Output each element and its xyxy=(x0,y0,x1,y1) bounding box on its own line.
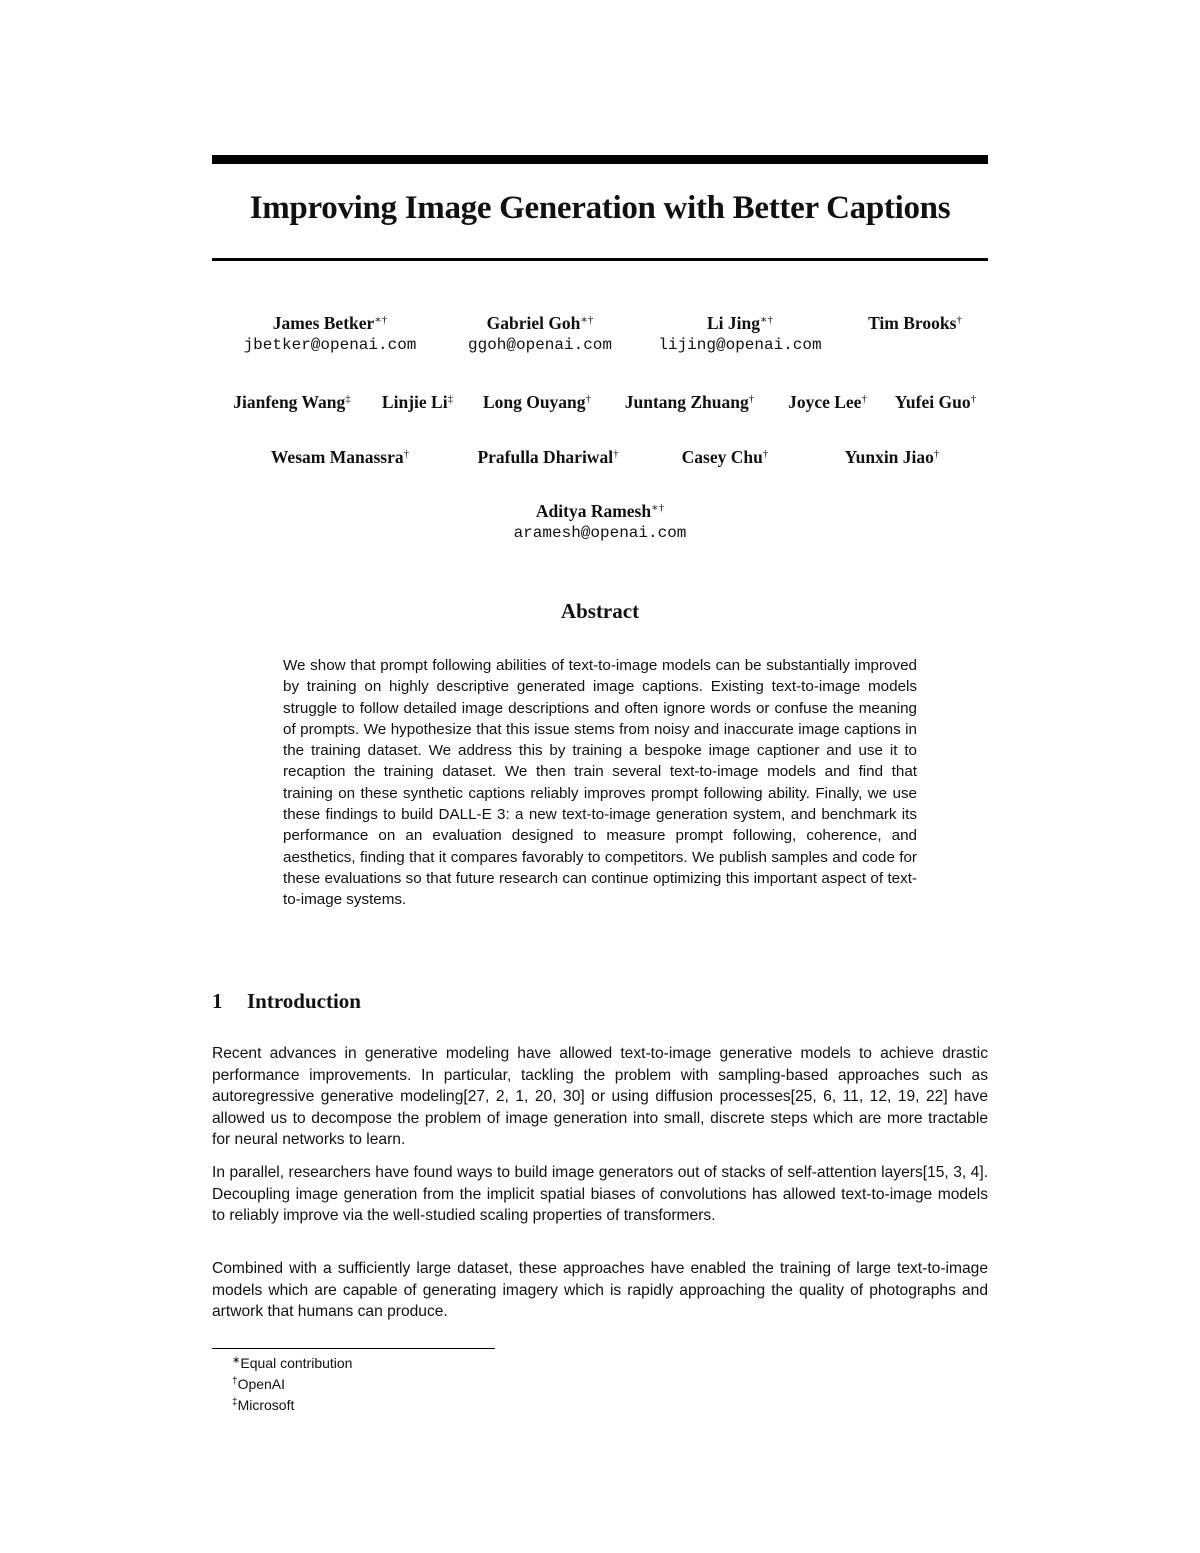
author xyxy=(883,392,988,413)
footnote xyxy=(232,1397,294,1413)
paper-title: Improving Image Generation with Better Captions xyxy=(249,190,951,226)
footnote-mark: ‡ xyxy=(232,1397,238,1408)
title-bottom-rule xyxy=(212,258,988,261)
abstract-heading: Abstract xyxy=(560,599,640,623)
section-title: Introduction xyxy=(247,989,361,1013)
paragraph: Recent advances in generative modeling have allowed text-to-image generative models to achieve drastic performance improvements. In particular, tackling the problem with sampling-based approaches such as autoregressive generative modeling[27, 2, 1, 20, 30] or using diffusion processes[25, 6, 11, 12, 19, 22] have allowed us to decompose the problem of image generation into small, discrete steps which are more tractable for neural networks to learn. xyxy=(212,1045,988,1149)
footnote xyxy=(232,1355,352,1371)
author xyxy=(240,313,420,354)
author-email[interactable]: aramesh@openai.com xyxy=(513,524,687,542)
author-name: Prafulla Dhariwal xyxy=(477,447,614,467)
paragraph: In parallel, researchers have found ways to build image generators out of stacks of self-attention layers[15, 3, 4]. Decoupling image generation from the implicit spatial biases of convolutions has allowed text-to-image models to reliably improve via the well-studied scaling properties of transformers. xyxy=(212,1164,988,1225)
title-top-rule xyxy=(212,155,988,164)
affiliation-mark: † xyxy=(956,314,962,326)
author xyxy=(500,501,700,542)
affiliation-mark: † xyxy=(970,393,977,405)
affiliation-mark: ∗† xyxy=(374,314,388,326)
author-name: Jianfeng Wang xyxy=(233,392,346,412)
affiliation-mark: ‡ xyxy=(345,393,351,405)
author-name: Yufei Guo xyxy=(894,392,971,412)
affiliation-mark: † xyxy=(762,448,769,460)
author xyxy=(250,447,430,468)
affiliation-mark: † xyxy=(933,448,940,460)
author xyxy=(845,313,985,334)
author-email[interactable]: jbetker@openai.com xyxy=(243,336,417,354)
author-name: Tim Brooks xyxy=(868,313,957,333)
author-name: James Betker xyxy=(272,313,375,333)
footnote-text: Equal contribution xyxy=(240,1355,353,1371)
affiliation-mark: ∗† xyxy=(760,314,773,326)
author-name: Yunxin Jiao xyxy=(844,447,934,467)
affiliation-mark: ∗† xyxy=(580,314,594,326)
author-name: Aditya Ramesh xyxy=(535,501,652,521)
author-name: Linjie Li xyxy=(381,392,448,412)
author-name: Juntang Zhuang xyxy=(624,392,749,412)
author-email[interactable]: ggoh@openai.com xyxy=(467,336,613,354)
affiliation-mark: ‡ xyxy=(447,393,454,405)
author xyxy=(822,447,962,468)
affiliation-mark: † xyxy=(585,393,592,405)
author-name: Li Jing xyxy=(707,313,761,333)
section-number: 1 xyxy=(212,989,223,1013)
affiliation-mark: † xyxy=(861,393,867,405)
author-name: Joyce Lee xyxy=(788,392,862,412)
author xyxy=(370,392,465,413)
author xyxy=(612,392,767,413)
author-name: Wesam Manassra xyxy=(270,447,404,467)
author-name: Gabriel Goh xyxy=(486,313,581,333)
paragraph: Combined with a sufficiently large dataset, these approaches have enabled the training of large text-to-image models which are capable of generating imagery which is rapidly approaching the quality of photographs and artwork that humans can produce. xyxy=(212,1260,988,1321)
affiliation-mark: † xyxy=(748,393,755,405)
author xyxy=(775,392,880,413)
author xyxy=(222,392,362,413)
footnote xyxy=(232,1376,285,1392)
author-name: Long Ouyang xyxy=(482,392,586,412)
footnote-mark: † xyxy=(232,1376,238,1387)
author xyxy=(660,447,790,468)
footnote-text: OpenAI xyxy=(237,1376,286,1392)
author xyxy=(458,447,638,468)
author xyxy=(472,392,602,413)
affiliation-mark: ∗† xyxy=(651,502,665,514)
author-name: Casey Chu xyxy=(681,447,763,467)
section-heading xyxy=(212,989,361,1014)
author-email[interactable]: lijing@openai.com xyxy=(658,336,822,354)
author xyxy=(450,313,630,354)
footnote-rule xyxy=(212,1348,495,1349)
affiliation-mark: † xyxy=(403,448,410,460)
abstract-text: We show that prompt following abilities of text-to-image models can be substantially improved by training on highly descriptive generated image captions. Existing text-to-image models struggle to follow detailed image descriptions and often ignore words or confuse the meaning of prompts. We hypothesize that this issue stems from noisy and inaccurate image captions in the training dataset. We address this by training a bespoke image captioner and use it to recaption the training dataset. We then train several text-to-image models and find that training on these synthetic captions reliably improves prompt following ability. Finally, we use these findings to build DALL-E 3: a new text-to-image generation system, and benchmark its performance on an evaluation designed to measure prompt following, coherence, and aesthetics, finding that it compares favorably to competitors. We publish samples and code for these evaluations so that future research can continue optimizing this important aspect of text-to-image systems. xyxy=(283,657,917,909)
author xyxy=(650,313,830,354)
footnote-text: Microsoft xyxy=(237,1397,295,1413)
footnote-mark: ∗ xyxy=(232,1355,241,1366)
affiliation-mark: † xyxy=(613,448,619,460)
